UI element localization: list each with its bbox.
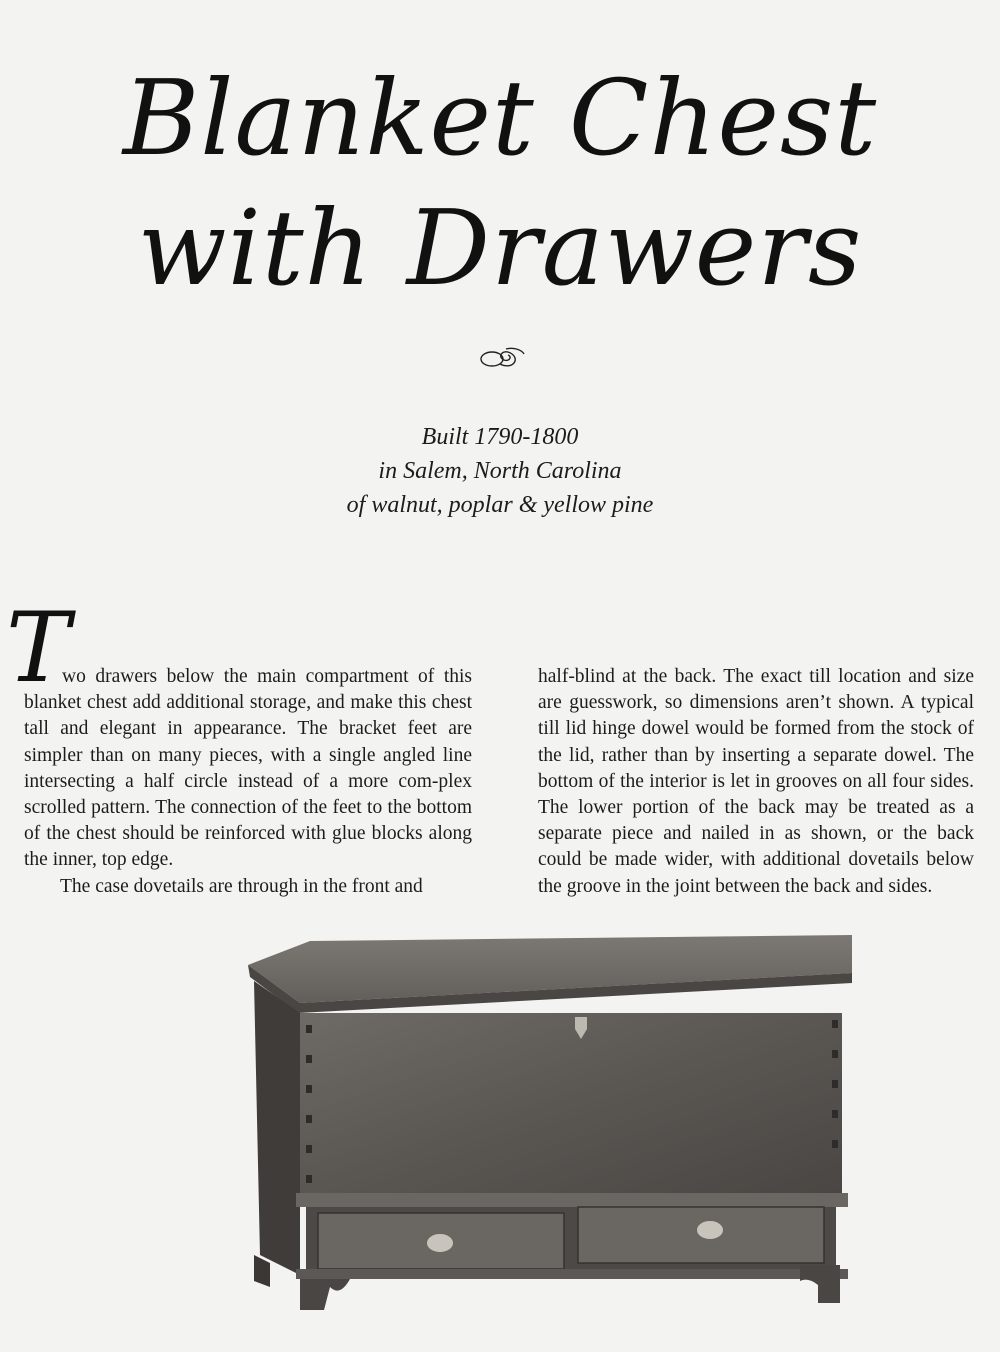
chest-photo	[240, 925, 860, 1310]
flourish-ornament-icon	[476, 346, 526, 370]
page-title-line-1: Blanket Chest	[122, 57, 878, 179]
body-column-right	[538, 664, 974, 900]
chest-side	[254, 981, 300, 1275]
body-paragraph-2-continued: half-blind at the back. The exact till location and size are guesswork, so dimensions aren’t shown. A typical till lid hinge dowel would be formed from the stock of the lid, rather than by inserting a separate dowel. The bottom of the interior is let in grooves on all four sides. The lower portion of the back may be treated as a separate piece and nailed in as shown, or the back could be made wider, with additional dovetails below the groove in the joint between the back and sides.	[538, 666, 974, 897]
subtitle-location: in Salem, North Carolina	[378, 458, 622, 484]
paragraph-1-first-line: wo drawers below the main compartment of this	[62, 666, 472, 687]
page-title-line-2: with Drawers	[137, 187, 863, 309]
subtitle-block	[0, 420, 1000, 522]
chest-front	[300, 1013, 842, 1193]
bracket-foot-left	[300, 1279, 350, 1310]
body-paragraph-2: The case dovetails are through in the front and	[60, 875, 423, 897]
drawer-pull-right	[696, 1220, 724, 1240]
subtitle-materials: of walnut, poplar & yellow pine	[346, 492, 654, 518]
bracket-foot-right	[800, 1265, 840, 1303]
drop-cap: T	[6, 592, 71, 704]
paragraph-1-rest: blanket chest add additional storage, and make this chest tall and elegant in appearance. The bracket feet are simpler than on many pieces, with a single angled line intersecting a half circle instead of a more com-plex scrolled pattern. The connection of the feet to the bottom of the chest should be reinforced with glue blocks along the inner, top edge.	[24, 692, 472, 871]
drawer-pull-left	[426, 1233, 454, 1253]
base-molding	[296, 1269, 848, 1279]
body-paragraph-1	[24, 664, 472, 874]
body-column-left	[24, 664, 472, 900]
subtitle-build-date: Built 1790-1800	[421, 424, 579, 450]
bracket-foot-back	[254, 1255, 270, 1287]
waist-molding	[296, 1193, 848, 1207]
